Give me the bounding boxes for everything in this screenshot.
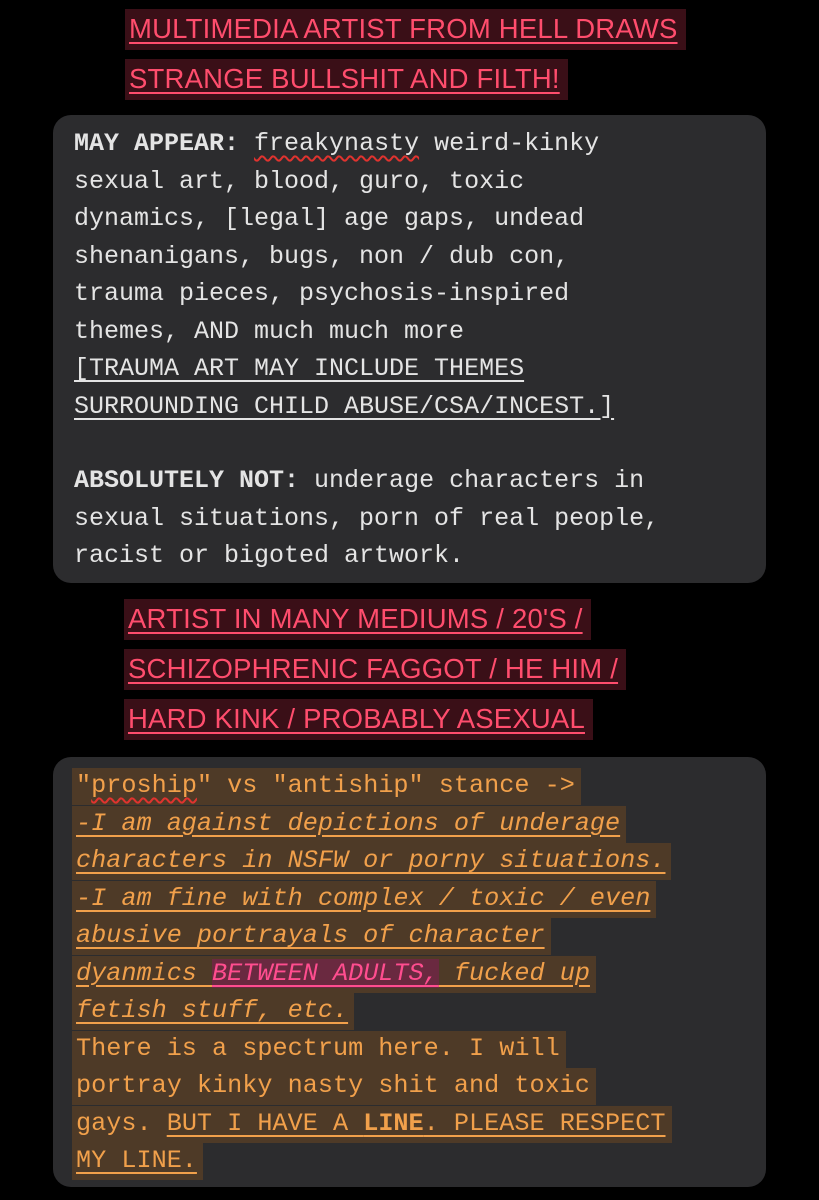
my-line: MY LINE. — [72, 1143, 203, 1180]
may-appear-label: MAY APPEAR: — [74, 129, 240, 158]
absolutely-not-section — [74, 462, 659, 575]
about-line-2: SCHIZOPHRENIC FAGGOT / HE HIM / — [124, 649, 626, 690]
quote-mark: " — [76, 771, 92, 800]
stance-line — [72, 917, 672, 955]
absolutely-not-line-1: underage characters in — [299, 466, 645, 495]
may-appear-line: sexual art, blood, guro, toxic — [74, 166, 525, 196]
spellcheck-word: proship — [91, 771, 197, 800]
header-line-2: STRANGE BULLSHIT AND FILTH! — [125, 59, 568, 100]
absolutely-not-label: ABSOLUTELY NOT: — [74, 466, 300, 495]
between-adults-highlight: BETWEEN ADULTS, — [212, 958, 439, 988]
stance-line — [72, 842, 672, 880]
stance-italic-fragment: dyanmics — [76, 958, 213, 988]
stance-section — [72, 767, 672, 1180]
stance-italic-line: fetish stuff, etc. — [72, 993, 354, 1030]
please-respect: . PLEASE RESPECT — [423, 1108, 666, 1138]
stance-italic-line: -I am fine with complex / toxic / even — [72, 881, 656, 918]
trauma-warning-line: [TRAUMA ART MAY INCLUDE THEMES — [74, 354, 525, 383]
stance-italic-line: -I am against depictions of underage — [72, 806, 626, 843]
stance-plain-line: There is a spectrum here. I will — [72, 1031, 566, 1068]
about-line-1: ARTIST IN MANY MEDIUMS / 20'S / — [124, 599, 591, 640]
may-appear-line: trauma pieces, psychosis-inspired — [74, 279, 570, 308]
line-word: LINE — [363, 1108, 424, 1138]
stance-line — [72, 1067, 672, 1105]
absolutely-not-line: racist or bigoted artwork. — [74, 541, 465, 570]
about-heading — [124, 594, 764, 744]
stance-line — [72, 880, 672, 918]
may-appear-line-1: weird-kinky — [419, 129, 600, 158]
stance-italic-line: abusive portrayals of character — [72, 918, 551, 955]
line-statement: BUT I HAVE A — [166, 1108, 364, 1138]
header-title — [125, 4, 805, 104]
may-appear-section — [74, 125, 614, 425]
stance-line — [72, 767, 672, 805]
may-appear-line: themes, AND much much more — [74, 316, 465, 346]
stance-line — [72, 1105, 672, 1143]
absolutely-not-line: sexual situations, porn of real people, — [74, 503, 660, 533]
may-appear-line: shenanigans, bugs, non / dub con, — [74, 241, 570, 271]
may-appear-line: dynamics, [legal] age gaps, undead — [74, 204, 585, 233]
header-line-1: MULTIMEDIA ARTIST FROM HELL DRAWS — [125, 9, 686, 50]
stance-line — [72, 1030, 672, 1068]
stance-line — [72, 992, 672, 1030]
stance-plain-fragment: gays. — [76, 1108, 167, 1138]
stance-italic-line: characters in NSFW or porny situations. — [72, 843, 671, 880]
about-line-3: HARD KINK / PROBABLY ASEXUAL — [124, 699, 593, 740]
spellcheck-word: freakynasty — [254, 129, 420, 158]
stance-italic-fragment: fucked up — [438, 958, 590, 988]
stance-line — [72, 1142, 672, 1180]
trauma-warning-line: SURROUNDING CHILD ABUSE/CSA/INCEST.] — [74, 391, 615, 421]
stance-line — [72, 805, 672, 843]
stance-line — [72, 955, 672, 993]
stance-plain-line: portray kinky nasty shit and toxic — [72, 1068, 596, 1105]
stance-title: " vs "antiship" stance -> — [196, 771, 575, 800]
